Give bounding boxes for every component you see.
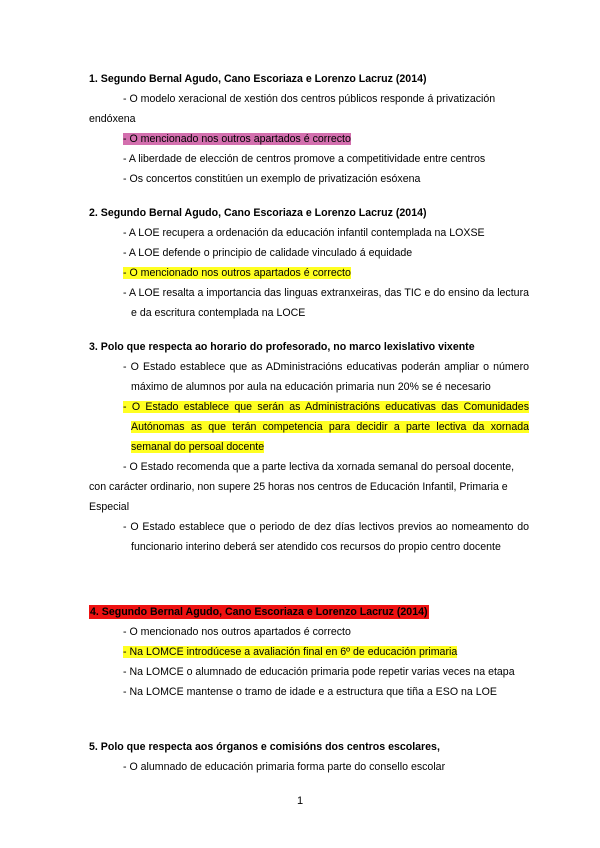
answer-option[interactable]: - Os concertos constitúen un exemplo de privatización esóxena: [123, 173, 421, 185]
answer-option[interactable]: [89, 397, 529, 457]
answer-option[interactable]: - A liberdade de elección de centros promove a competitividade entre centros: [123, 153, 486, 165]
answer-option[interactable]: - Na LOMCE o alumnado de educación primaria pode repetir varias veces na etapa: [123, 666, 515, 678]
answer-option[interactable]: - A LOE resalta a importancia das linguas extranxeiras, das TIC e do ensino da lectura e da escritura contemplada na LOCE: [123, 287, 529, 319]
highlighted-title: 4. Segundo Bernal Agudo, Cano Escoriaza e Lorenzo Lacruz (2014): [90, 606, 428, 618]
highlighted-answer: - O mencionado nos outros apartados é correcto: [123, 267, 351, 279]
answer-option[interactable]: - O Estado recomenda que a parte lectiva da xornada semanal do persoal docente, con carácter ordinario, non supere 25 horas nos centros de Educación Infantil, Primaria e Especial: [89, 461, 515, 513]
question-4: [89, 602, 529, 702]
question-5: [89, 737, 529, 777]
highlighted-answer: - O Estado establece que serán as Administracións educativas das Comunidades Autónomas as que terán competencia para decidir a parte lectiva da xornada semanal do persoal docente: [123, 401, 529, 453]
answer-option[interactable]: - Na LOMCE mantense o tramo de idade e a estructura que tiña a ESO na LOE: [123, 686, 497, 698]
answer-option[interactable]: [89, 642, 529, 662]
highlighted-answer: - O mencionado nos outros apartados é correcto: [123, 133, 351, 145]
question-title: 3. Polo que respecta ao horario do profesorado, no marco lexislativo vixente: [89, 341, 475, 353]
question-title: 5. Polo que respecta aos órganos e comisións dos centros escolares,: [89, 741, 440, 753]
answer-option[interactable]: - A LOE defende o principio de calidade vinculado á equidade: [123, 247, 413, 259]
question-title: 1. Segundo Bernal Agudo, Cano Escoriaza e Lorenzo Lacruz (2014): [89, 73, 427, 85]
answer-option[interactable]: - O mencionado nos outros apartados é correcto: [123, 626, 351, 638]
answer-option[interactable]: [89, 263, 529, 283]
question-title: 2. Segundo Bernal Agudo, Cano Escoriaza e Lorenzo Lacruz (2014): [89, 207, 427, 219]
question-title: [89, 602, 529, 622]
answer-option[interactable]: - O modelo xeracional de xestión dos centros públicos responde á privatización endóxena: [89, 93, 496, 125]
highlighted-answer: - Na LOMCE introdúcese a avaliación final en 6º de educación primaria: [123, 646, 458, 658]
question-2: [89, 203, 529, 323]
answer-option[interactable]: - A LOE recupera a ordenación da educación infantil contemplada na LOXSE: [123, 227, 485, 239]
page-number: 1: [296, 795, 304, 807]
answer-option[interactable]: [89, 129, 529, 149]
question-3: [89, 337, 529, 557]
question-1: [89, 69, 529, 189]
answer-option[interactable]: - O alumnado de educación primaria forma parte do consello escolar: [123, 761, 446, 773]
answer-option[interactable]: - O Estado establece que o periodo de dez días lectivos previos ao nomeamento do funcionario interino deberá ser atendido cos recursos do propio centro docente: [123, 521, 529, 553]
answer-option[interactable]: - O Estado establece que as ADministracións educativas poderán ampliar o número máximo de alumnos por aula na educación primaria nun 20% se é necesario: [123, 361, 529, 393]
